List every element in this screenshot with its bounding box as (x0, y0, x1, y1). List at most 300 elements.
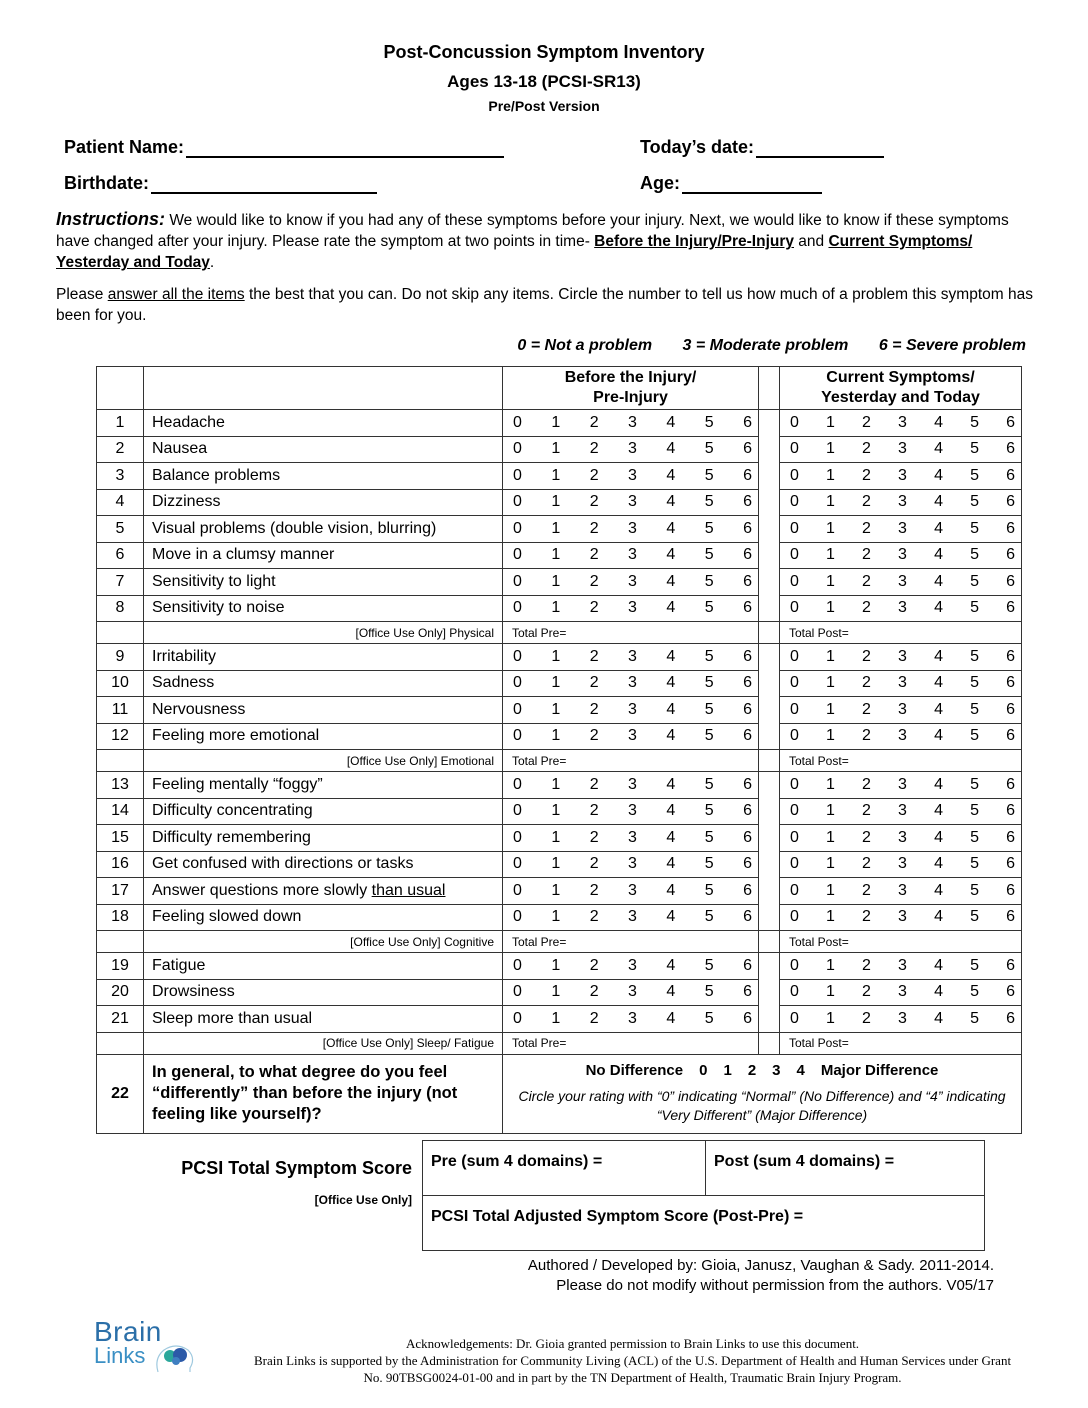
pre-rating-option[interactable]: 2 (589, 546, 599, 564)
pre-rating-option[interactable]: 6 (743, 647, 752, 665)
post-rating-option[interactable]: 1 (826, 700, 835, 718)
post-rating-option[interactable]: 1 (826, 775, 835, 793)
todays-date-input[interactable] (756, 140, 884, 158)
pre-rating-option[interactable]: 1 (551, 908, 561, 926)
post-rating-option[interactable]: 2 (862, 647, 871, 665)
pre-rating-option[interactable]: 5 (704, 727, 714, 745)
post-rating-option[interactable]: 5 (970, 674, 979, 692)
post-rating-option[interactable]: 1 (826, 1009, 835, 1027)
post-rating-option[interactable]: 4 (934, 983, 943, 1001)
post-rating-option[interactable]: 4 (934, 519, 943, 537)
pre-rating-option[interactable]: 5 (704, 1009, 714, 1027)
post-rating-option[interactable]: 0 (790, 802, 799, 820)
post-rating-option[interactable]: 2 (862, 828, 871, 846)
pre-rating-option[interactable]: 2 (589, 599, 599, 617)
pre-rating-option[interactable]: 1 (551, 466, 561, 484)
post-rating-option[interactable]: 6 (1006, 647, 1015, 665)
post-rating-option[interactable]: 5 (970, 466, 979, 484)
post-rating-option[interactable]: 0 (790, 599, 799, 617)
pre-rating-option[interactable]: 6 (743, 440, 752, 458)
post-rating-option[interactable]: 5 (970, 908, 979, 926)
post-rating-option[interactable]: 5 (970, 828, 979, 846)
post-rating-option[interactable]: 5 (970, 493, 979, 511)
pre-rating-option[interactable]: 0 (513, 674, 522, 692)
pre-rating-option[interactable]: 6 (743, 908, 752, 926)
pre-rating-option[interactable]: 4 (666, 546, 676, 564)
post-rating-option[interactable]: 0 (790, 1009, 799, 1027)
pre-rating-option[interactable]: 1 (551, 881, 561, 899)
pre-rating-option[interactable]: 2 (589, 700, 599, 718)
post-rating-option[interactable]: 1 (826, 440, 835, 458)
pre-rating-option[interactable]: 3 (628, 572, 637, 590)
pre-rating-option[interactable]: 6 (743, 802, 752, 820)
post-sum-cell[interactable]: Post (sum 4 domains) = (706, 1141, 985, 1196)
post-rating-option[interactable]: 0 (790, 674, 799, 692)
pre-rating-option[interactable]: 0 (513, 881, 522, 899)
post-rating-option[interactable]: 6 (1006, 727, 1015, 745)
post-rating-option[interactable]: 6 (1006, 956, 1015, 974)
post-rating-option[interactable]: 0 (790, 828, 799, 846)
pre-rating-option[interactable]: 5 (704, 466, 714, 484)
post-rating-option[interactable]: 0 (790, 775, 799, 793)
post-rating-option[interactable]: 2 (862, 881, 871, 899)
post-rating-option[interactable]: 6 (1006, 881, 1015, 899)
pre-rating-option[interactable]: 2 (589, 413, 599, 431)
patient-name-field[interactable] (64, 137, 504, 158)
pre-rating-option[interactable]: 0 (513, 775, 522, 793)
total-post-cell[interactable]: Total Post= (780, 931, 1022, 953)
pre-rating-option[interactable]: 6 (743, 519, 752, 537)
post-rating-option[interactable]: 0 (790, 908, 799, 926)
post-rating-option[interactable]: 0 (790, 881, 799, 899)
pre-rating-option[interactable]: 6 (743, 855, 752, 873)
pre-rating-option[interactable]: 5 (704, 802, 714, 820)
pre-rating-option[interactable]: 4 (666, 956, 676, 974)
post-rating-option[interactable]: 4 (934, 727, 943, 745)
pre-rating-option[interactable]: 1 (551, 647, 561, 665)
pre-rating-option[interactable]: 5 (704, 881, 714, 899)
post-rating-option[interactable]: 0 (790, 855, 799, 873)
post-rating-option[interactable]: 0 (790, 572, 799, 590)
pre-rating-option[interactable]: 6 (743, 881, 752, 899)
post-rating-option[interactable]: 2 (862, 727, 871, 745)
pre-rating-option[interactable]: 6 (743, 413, 752, 431)
pre-rating-option[interactable]: 2 (589, 1009, 599, 1027)
post-rating-option[interactable]: 6 (1006, 493, 1015, 511)
pre-rating-option[interactable]: 4 (666, 493, 676, 511)
pre-rating-option[interactable]: 3 (628, 599, 637, 617)
post-rating-option[interactable]: 6 (1006, 908, 1015, 926)
post-rating-option[interactable]: 3 (898, 855, 907, 873)
post-rating-option[interactable]: 5 (970, 440, 979, 458)
post-rating-option[interactable]: 5 (970, 599, 979, 617)
post-rating-option[interactable]: 3 (898, 700, 907, 718)
pre-rating-option[interactable]: 3 (628, 413, 637, 431)
pre-rating-option[interactable]: 3 (628, 855, 637, 873)
post-rating-option[interactable]: 2 (862, 413, 871, 431)
post-rating-option[interactable]: 1 (826, 413, 835, 431)
pre-rating-option[interactable]: 4 (666, 700, 676, 718)
pre-rating-option[interactable]: 0 (513, 519, 522, 537)
post-rating-option[interactable]: 1 (826, 647, 835, 665)
total-pre-cell[interactable]: Total Pre= (503, 750, 759, 772)
post-rating-option[interactable]: 0 (790, 700, 799, 718)
pre-rating-option[interactable]: 2 (589, 956, 599, 974)
post-rating-option[interactable]: 6 (1006, 983, 1015, 1001)
post-rating-option[interactable]: 3 (898, 727, 907, 745)
pre-rating-option[interactable]: 0 (513, 828, 522, 846)
pre-rating-option[interactable]: 4 (666, 802, 676, 820)
pre-rating-option[interactable]: 2 (589, 727, 599, 745)
post-rating-option[interactable]: 2 (862, 546, 871, 564)
post-rating-option[interactable]: 5 (970, 956, 979, 974)
post-rating-option[interactable]: 2 (862, 855, 871, 873)
post-rating-option[interactable]: 2 (862, 775, 871, 793)
pre-rating-option[interactable]: 0 (513, 413, 522, 431)
pre-rating-option[interactable]: 5 (704, 855, 714, 873)
pre-rating-option[interactable]: 2 (589, 519, 599, 537)
post-rating-option[interactable]: 3 (898, 493, 907, 511)
post-rating-option[interactable]: 3 (898, 956, 907, 974)
pre-rating-option[interactable]: 3 (628, 546, 637, 564)
pre-rating-option[interactable]: 4 (666, 775, 676, 793)
age-field[interactable] (640, 173, 822, 194)
post-rating-option[interactable]: 4 (934, 599, 943, 617)
pre-rating-option[interactable]: 0 (513, 1009, 522, 1027)
total-pre-cell[interactable]: Total Pre= (503, 931, 759, 953)
pre-rating-option[interactable]: 4 (666, 908, 676, 926)
pre-rating-option[interactable]: 0 (513, 908, 522, 926)
post-rating-option[interactable]: 0 (790, 727, 799, 745)
post-rating-option[interactable]: 5 (970, 881, 979, 899)
post-rating-option[interactable]: 1 (826, 828, 835, 846)
post-rating-option[interactable]: 5 (970, 727, 979, 745)
post-rating-option[interactable]: 3 (898, 828, 907, 846)
pre-rating-option[interactable]: 0 (513, 956, 522, 974)
pre-rating-option[interactable]: 5 (704, 519, 714, 537)
post-rating-option[interactable]: 6 (1006, 700, 1015, 718)
post-rating-option[interactable]: 3 (898, 674, 907, 692)
pre-rating-option[interactable]: 5 (704, 983, 714, 1001)
post-rating-option[interactable]: 6 (1006, 440, 1015, 458)
total-post-cell[interactable]: Total Post= (780, 1032, 1022, 1054)
pre-rating-option[interactable]: 1 (551, 775, 561, 793)
pre-rating-option[interactable]: 6 (743, 674, 752, 692)
pre-rating-option[interactable]: 6 (743, 546, 752, 564)
pre-rating-option[interactable]: 1 (551, 956, 561, 974)
post-rating-option[interactable]: 0 (790, 546, 799, 564)
pre-rating-option[interactable]: 4 (666, 983, 676, 1001)
post-rating-option[interactable]: 0 (790, 983, 799, 1001)
post-rating-option[interactable]: 4 (934, 956, 943, 974)
patient-name-input[interactable] (186, 140, 504, 158)
question-22-option[interactable]: 3 (772, 1062, 781, 1079)
pre-rating-option[interactable]: 1 (551, 674, 561, 692)
pre-rating-option[interactable]: 5 (704, 908, 714, 926)
post-rating-option[interactable]: 6 (1006, 572, 1015, 590)
pre-rating-option[interactable]: 3 (628, 440, 637, 458)
post-rating-option[interactable]: 5 (970, 700, 979, 718)
post-rating-option[interactable]: 5 (970, 519, 979, 537)
post-rating-option[interactable]: 2 (862, 674, 871, 692)
post-rating-option[interactable]: 5 (970, 1009, 979, 1027)
post-rating-option[interactable]: 2 (862, 983, 871, 1001)
pre-rating-option[interactable]: 3 (628, 700, 637, 718)
post-rating-option[interactable]: 6 (1006, 674, 1015, 692)
age-input[interactable] (682, 176, 822, 194)
pre-rating-option[interactable]: 4 (666, 599, 676, 617)
post-rating-option[interactable]: 0 (790, 493, 799, 511)
question-22-option[interactable]: 2 (747, 1062, 757, 1079)
total-pre-cell[interactable]: Total Pre= (503, 622, 759, 644)
pre-rating-option[interactable]: 3 (628, 983, 637, 1001)
post-rating-option[interactable]: 3 (898, 413, 907, 431)
post-rating-option[interactable]: 6 (1006, 519, 1015, 537)
pre-rating-option[interactable]: 3 (628, 1009, 637, 1027)
pre-rating-option[interactable]: 4 (666, 466, 676, 484)
pre-rating-option[interactable]: 3 (628, 775, 637, 793)
post-rating-option[interactable]: 1 (826, 466, 835, 484)
pre-rating-option[interactable]: 0 (513, 983, 522, 1001)
post-rating-option[interactable]: 2 (862, 440, 871, 458)
post-rating-option[interactable]: 4 (934, 828, 943, 846)
post-rating-option[interactable]: 1 (826, 572, 835, 590)
pre-rating-option[interactable]: 2 (589, 572, 599, 590)
pre-rating-option[interactable]: 0 (513, 599, 522, 617)
pre-rating-option[interactable]: 2 (589, 647, 599, 665)
pre-rating-option[interactable]: 1 (551, 440, 561, 458)
pre-rating-option[interactable]: 5 (704, 440, 714, 458)
pre-rating-option[interactable]: 4 (666, 727, 676, 745)
pre-rating-option[interactable]: 1 (551, 983, 561, 1001)
post-rating-option[interactable]: 4 (934, 413, 943, 431)
post-rating-option[interactable]: 1 (826, 519, 835, 537)
pre-rating-option[interactable]: 0 (513, 466, 522, 484)
pre-rating-option[interactable]: 1 (551, 855, 561, 873)
post-rating-option[interactable]: 1 (826, 956, 835, 974)
post-rating-option[interactable]: 0 (790, 466, 799, 484)
pre-rating-option[interactable]: 3 (628, 466, 637, 484)
pre-rating-option[interactable]: 6 (743, 466, 752, 484)
post-rating-option[interactable]: 2 (862, 599, 871, 617)
post-rating-option[interactable]: 5 (970, 413, 979, 431)
post-rating-option[interactable]: 3 (898, 647, 907, 665)
pre-rating-option[interactable]: 5 (704, 956, 714, 974)
post-rating-option[interactable]: 2 (862, 519, 871, 537)
pre-rating-option[interactable]: 4 (666, 413, 676, 431)
pre-rating-option[interactable]: 5 (704, 572, 714, 590)
post-rating-option[interactable]: 3 (898, 599, 907, 617)
post-rating-option[interactable]: 4 (934, 674, 943, 692)
pre-rating-option[interactable]: 0 (513, 802, 522, 820)
post-rating-option[interactable]: 4 (934, 572, 943, 590)
pre-rating-option[interactable]: 5 (704, 546, 714, 564)
pre-rating-option[interactable]: 0 (513, 546, 522, 564)
question-22-option[interactable]: 1 (723, 1062, 732, 1079)
post-rating-option[interactable]: 2 (862, 700, 871, 718)
post-rating-option[interactable]: 4 (934, 546, 943, 564)
post-rating-option[interactable]: 1 (826, 727, 835, 745)
pre-rating-option[interactable]: 2 (589, 493, 599, 511)
pre-rating-option[interactable]: 3 (628, 828, 637, 846)
pre-rating-option[interactable]: 4 (666, 855, 676, 873)
post-rating-option[interactable]: 3 (898, 983, 907, 1001)
pre-rating-option[interactable]: 1 (551, 519, 561, 537)
post-rating-option[interactable]: 5 (970, 802, 979, 820)
post-rating-option[interactable]: 0 (790, 956, 799, 974)
post-rating-option[interactable]: 3 (898, 881, 907, 899)
pre-rating-option[interactable]: 6 (743, 983, 752, 1001)
pre-rating-option[interactable]: 6 (743, 599, 752, 617)
pre-rating-option[interactable]: 1 (551, 572, 561, 590)
pre-rating-option[interactable]: 0 (513, 647, 522, 665)
pre-rating-option[interactable]: 0 (513, 855, 522, 873)
pre-rating-option[interactable]: 0 (513, 440, 522, 458)
post-rating-option[interactable]: 1 (826, 674, 835, 692)
pre-rating-option[interactable]: 2 (589, 466, 599, 484)
post-rating-option[interactable]: 4 (934, 881, 943, 899)
post-rating-option[interactable]: 0 (790, 440, 799, 458)
pre-rating-option[interactable]: 3 (628, 674, 637, 692)
pre-rating-option[interactable]: 6 (743, 775, 752, 793)
post-rating-option[interactable]: 1 (826, 855, 835, 873)
pre-rating-option[interactable]: 1 (551, 802, 561, 820)
post-rating-option[interactable]: 2 (862, 802, 871, 820)
pre-sum-cell[interactable]: Pre (sum 4 domains) = (423, 1141, 706, 1196)
post-rating-option[interactable]: 3 (898, 775, 907, 793)
pre-rating-option[interactable]: 5 (704, 775, 714, 793)
post-rating-option[interactable]: 6 (1006, 546, 1015, 564)
pre-rating-option[interactable]: 5 (704, 493, 714, 511)
post-rating-option[interactable]: 1 (826, 546, 835, 564)
pre-rating-option[interactable]: 4 (666, 519, 676, 537)
post-rating-option[interactable]: 2 (862, 1009, 871, 1027)
post-rating-option[interactable]: 5 (970, 572, 979, 590)
pre-rating-option[interactable]: 2 (589, 775, 599, 793)
pre-rating-option[interactable]: 4 (666, 647, 676, 665)
pre-rating-option[interactable]: 2 (589, 674, 599, 692)
post-rating-option[interactable]: 4 (934, 908, 943, 926)
pre-rating-option[interactable]: 2 (589, 855, 599, 873)
post-rating-option[interactable]: 2 (862, 908, 871, 926)
post-rating-option[interactable]: 6 (1006, 855, 1015, 873)
post-rating-option[interactable]: 1 (826, 983, 835, 1001)
pre-rating-option[interactable]: 6 (743, 493, 752, 511)
post-rating-option[interactable]: 2 (862, 572, 871, 590)
pre-rating-option[interactable]: 3 (628, 802, 637, 820)
post-rating-option[interactable]: 6 (1006, 828, 1015, 846)
post-rating-option[interactable]: 1 (826, 599, 835, 617)
post-rating-option[interactable]: 1 (826, 908, 835, 926)
post-rating-option[interactable]: 3 (898, 802, 907, 820)
pre-rating-option[interactable]: 3 (628, 493, 637, 511)
pre-rating-option[interactable]: 0 (513, 572, 522, 590)
post-rating-option[interactable]: 5 (970, 546, 979, 564)
post-rating-option[interactable]: 4 (934, 802, 943, 820)
pre-rating-option[interactable]: 4 (666, 828, 676, 846)
post-rating-option[interactable]: 6 (1006, 775, 1015, 793)
pre-rating-option[interactable]: 3 (628, 647, 637, 665)
total-post-cell[interactable]: Total Post= (780, 622, 1022, 644)
pre-rating-option[interactable]: 2 (589, 881, 599, 899)
pre-rating-option[interactable]: 6 (743, 956, 752, 974)
pre-rating-option[interactable]: 1 (551, 700, 561, 718)
pre-rating-option[interactable]: 4 (666, 1009, 676, 1027)
total-post-cell[interactable]: Total Post= (780, 750, 1022, 772)
question-22-option[interactable]: 4 (796, 1062, 805, 1079)
post-rating-option[interactable]: 4 (934, 855, 943, 873)
pre-rating-option[interactable]: 6 (743, 727, 752, 745)
pre-rating-option[interactable]: 4 (666, 440, 676, 458)
pre-rating-option[interactable]: 5 (704, 700, 714, 718)
pre-rating-option[interactable]: 6 (743, 828, 752, 846)
pre-rating-option[interactable]: 3 (628, 727, 637, 745)
post-rating-option[interactable]: 2 (862, 956, 871, 974)
post-rating-option[interactable]: 4 (934, 1009, 943, 1027)
pre-rating-option[interactable]: 1 (551, 828, 561, 846)
post-rating-option[interactable]: 2 (862, 493, 871, 511)
pre-rating-option[interactable]: 5 (704, 647, 714, 665)
post-rating-option[interactable]: 1 (826, 802, 835, 820)
pre-rating-option[interactable]: 2 (589, 983, 599, 1001)
post-rating-option[interactable]: 3 (898, 908, 907, 926)
post-rating-option[interactable]: 6 (1006, 802, 1015, 820)
question-22-option[interactable]: 0 (699, 1062, 708, 1079)
pre-rating-option[interactable]: 2 (589, 440, 599, 458)
adjusted-score-cell[interactable]: PCSI Total Adjusted Symptom Score (Post-Pre) = (423, 1196, 985, 1251)
pre-rating-option[interactable]: 5 (704, 674, 714, 692)
post-rating-option[interactable]: 5 (970, 983, 979, 1001)
pre-rating-option[interactable]: 2 (589, 828, 599, 846)
post-rating-option[interactable]: 5 (970, 647, 979, 665)
post-rating-option[interactable]: 3 (898, 519, 907, 537)
post-rating-option[interactable]: 6 (1006, 413, 1015, 431)
post-rating-option[interactable]: 3 (898, 1009, 907, 1027)
pre-rating-option[interactable]: 6 (743, 572, 752, 590)
pre-rating-option[interactable]: 3 (628, 519, 637, 537)
pre-rating-option[interactable]: 1 (551, 493, 561, 511)
pre-rating-option[interactable]: 5 (704, 828, 714, 846)
pre-rating-option[interactable]: 3 (628, 956, 637, 974)
pre-rating-option[interactable]: 4 (666, 674, 676, 692)
post-rating-option[interactable]: 4 (934, 493, 943, 511)
pre-rating-option[interactable]: 0 (513, 727, 522, 745)
pre-rating-option[interactable]: 3 (628, 881, 637, 899)
pre-rating-option[interactable]: 6 (743, 1009, 752, 1027)
pre-rating-option[interactable]: 3 (628, 908, 637, 926)
post-rating-option[interactable]: 4 (934, 775, 943, 793)
post-rating-option[interactable]: 6 (1006, 599, 1015, 617)
pre-rating-option[interactable]: 1 (551, 413, 561, 431)
post-rating-option[interactable]: 4 (934, 440, 943, 458)
post-rating-option[interactable]: 3 (898, 440, 907, 458)
post-rating-option[interactable]: 3 (898, 572, 907, 590)
pre-rating-option[interactable]: 4 (666, 572, 676, 590)
post-rating-option[interactable]: 1 (826, 881, 835, 899)
post-rating-option[interactable]: 0 (790, 647, 799, 665)
pre-rating-option[interactable]: 5 (704, 413, 714, 431)
post-rating-option[interactable]: 3 (898, 546, 907, 564)
pre-rating-option[interactable]: 0 (513, 700, 522, 718)
pre-rating-option[interactable]: 5 (704, 599, 714, 617)
post-rating-option[interactable]: 0 (790, 519, 799, 537)
pre-rating-option[interactable]: 0 (513, 493, 522, 511)
post-rating-option[interactable]: 2 (862, 466, 871, 484)
pre-rating-option[interactable]: 2 (589, 908, 599, 926)
birthdate-field[interactable] (64, 173, 377, 194)
post-rating-option[interactable]: 4 (934, 700, 943, 718)
todays-date-field[interactable] (640, 137, 884, 158)
